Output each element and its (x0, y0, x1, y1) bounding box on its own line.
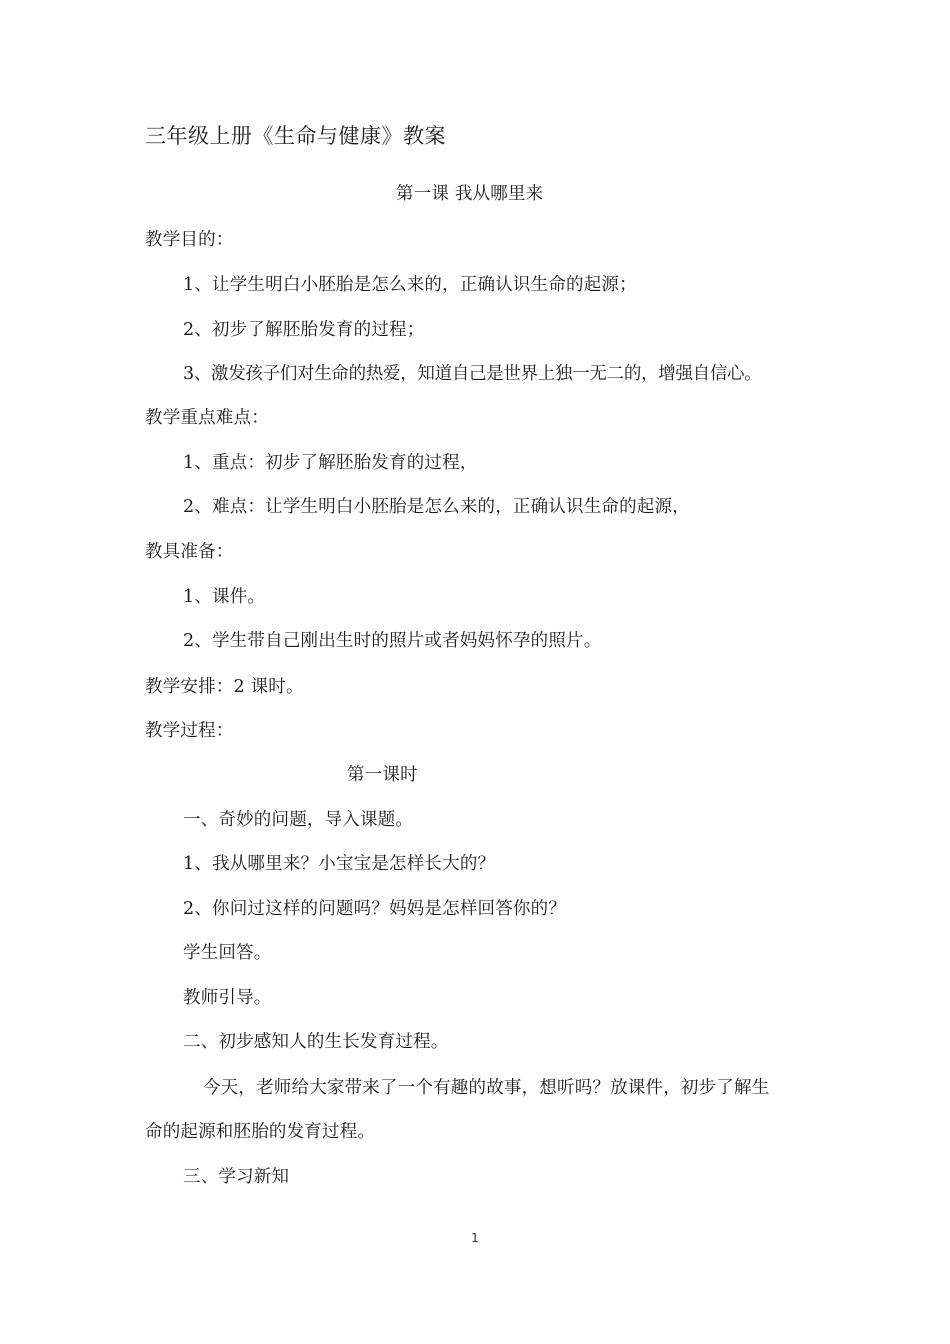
section-item: 学生回答。 (183, 943, 272, 963)
materials-heading: 教具准备： (145, 542, 234, 562)
page-number: 1 (471, 1231, 479, 1245)
material-item: 2、学生带自己刚出生时的照片或者妈妈怀孕的照片。 (183, 631, 602, 651)
key-point-item: 2、难点：让学生明白小胚胎是怎么来的，正确认识生命的起源， (183, 497, 690, 517)
period-title: 第一课时 (347, 765, 418, 785)
section-heading: 三、学习新知 (183, 1167, 290, 1187)
paragraph-line: 命的起源和胚胎的发育过程。 (145, 1122, 376, 1142)
section-item: 2、你问过这样的问题吗？妈妈是怎样回答你的？ (183, 899, 567, 919)
objective-item: 2、初步了解胚胎发育的过程； (183, 320, 425, 340)
section-heading: 二、初步感知人的生长发育过程。 (183, 1032, 449, 1052)
objectives-heading: 教学目的： (145, 230, 234, 250)
section-item: 1、我从哪里来？小宝宝是怎样长大的？ (183, 854, 496, 874)
key-point-item: 1、重点：初步了解胚胎发育的过程， (183, 453, 478, 473)
key-points-heading: 教学重点难点： (145, 408, 269, 428)
document-title: 三年级上册《生命与健康》教案 (145, 124, 446, 148)
objective-item: 1、让学生明白小胚胎是怎么来的，正确认识生命的起源； (183, 275, 637, 295)
schedule: 教学安排：2 课时。 (145, 677, 304, 697)
paragraph-line: 今天，老师给大家带来了一个有趣的故事，想听吗？放课件，初步了解生 (203, 1078, 770, 1098)
section-item: 教师引导。 (183, 988, 272, 1008)
process-heading: 教学过程： (145, 721, 234, 741)
section-heading: 一、奇妙的问题，导入课题。 (183, 810, 414, 830)
material-item: 1、课件。 (183, 587, 266, 607)
objective-item: 3、激发孩子们对生命的热爱，知道自己是世界上独一无二的，增强自信心。 (183, 364, 762, 384)
lesson-title: 第一课 我从哪里来 (396, 184, 544, 204)
